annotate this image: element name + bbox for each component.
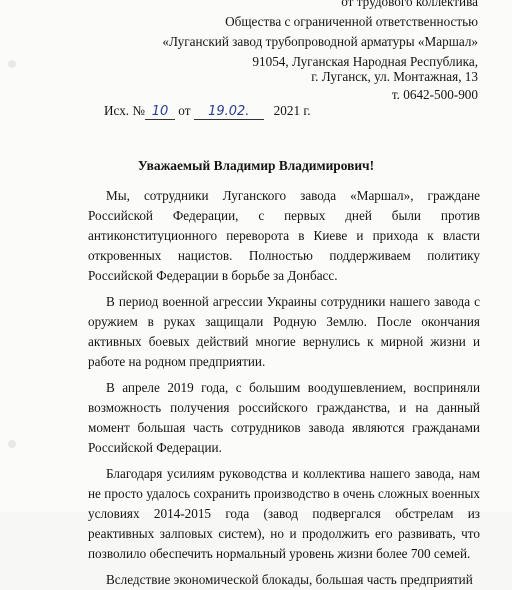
sender-phone: т. 0642-500-900 bbox=[391, 87, 478, 102]
paragraph: Вследствие экономической блокады, большая часть предприятий bbox=[106, 572, 473, 587]
sender-address: 91054, Луганская Народная Республика, bbox=[252, 54, 478, 69]
ref-date-label: от bbox=[178, 103, 191, 118]
ref-number: 10 bbox=[145, 105, 175, 120]
greeting: Уважаемый Владимир Владимирович! bbox=[137, 158, 375, 173]
paragraph: Благодаря усилиям руководства и коллектива нашего завода, нам не просто удалось сохранить производство в очень сложных военных условиях 2014-2015 года (завод подвергался обстрелам из реактивных залповых систем), но и продолжить его развивать, что позволило обеспечить нормальный уровень жизни более 700 семей. bbox=[88, 466, 480, 561]
ref-year: 2021 г. bbox=[273, 103, 311, 118]
paragraph: В апреле 2019 года, с большим воодушевлением, восприняли возможность получения российского гражданства, и на данный момент большая часть сотрудников завода являются гражданами Российской Федерации. bbox=[88, 380, 480, 455]
sender-line: «Луганский завод трубопроводной арматуры «Маршал» bbox=[162, 34, 478, 49]
ref-date: 19.02. bbox=[194, 105, 264, 120]
outgoing-reference bbox=[104, 103, 311, 120]
sender-address: г. Луганск, ул. Монтажная, 13 bbox=[311, 69, 478, 84]
ref-number-label: Исх. № bbox=[104, 103, 145, 118]
paragraph: В период военной агрессии Украины сотрудники нашего завода с оружием в руках защищали Родную Землю. После окончания активных боевых действий многие вернулись к мирной жизни и работе на родном предприятии. bbox=[88, 294, 480, 369]
sender-line: Общества с ограниченной ответственностью bbox=[225, 14, 478, 29]
punch-hole bbox=[8, 440, 16, 448]
sender-line: от трудового коллектива bbox=[341, 0, 478, 9]
letter-body bbox=[88, 186, 480, 590]
punch-hole bbox=[8, 60, 16, 68]
paragraph: Мы, сотрудники Луганского завода «Маршал», граждане Российской Федерации, с первых дней были против антиконституционного переворота в Киеве и прихода к власти откровенных нацистов. Полностью поддерживаем политику Российской Федерации в борьбе за Донбасс. bbox=[88, 188, 480, 283]
